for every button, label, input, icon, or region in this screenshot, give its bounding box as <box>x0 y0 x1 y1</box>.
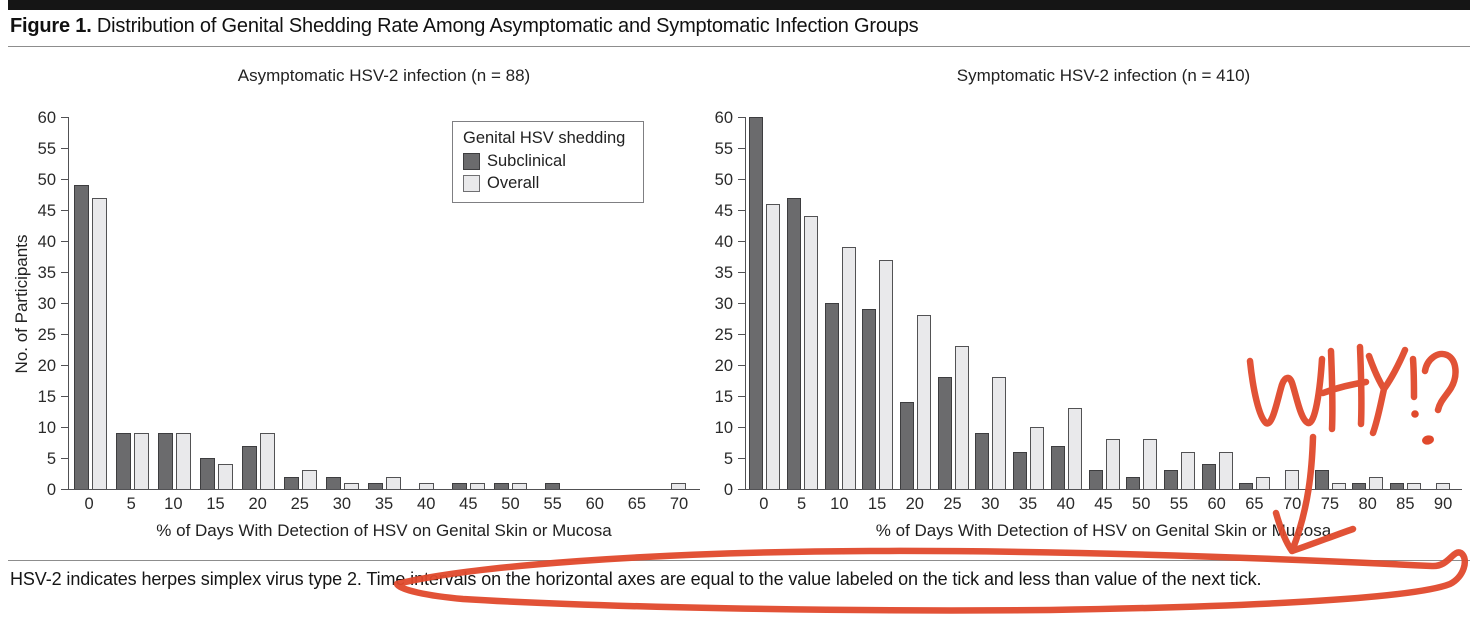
y-tick-mark <box>61 148 69 149</box>
bar-subclinical <box>862 309 876 489</box>
bar-overall <box>1436 483 1450 489</box>
bar-subclinical <box>1239 483 1253 489</box>
y-tick-mark <box>61 210 69 211</box>
y-tick-mark <box>61 365 69 366</box>
y-tick-label: 15 <box>714 388 733 406</box>
bar-group-20 <box>897 118 935 489</box>
bar-overall <box>344 483 359 489</box>
y-tick-mark <box>61 427 69 428</box>
bar-subclinical <box>1164 470 1178 489</box>
bar-subclinical <box>1126 477 1140 489</box>
bar-subclinical <box>368 483 383 489</box>
y-tick-label: 25 <box>714 326 733 344</box>
bar-overall <box>766 204 780 489</box>
x-tick-label: 70 <box>669 495 689 513</box>
bar-group-75 <box>1311 118 1349 489</box>
bar-subclinical <box>749 117 763 489</box>
bar-subclinical <box>326 477 341 489</box>
legend-item-subclinical <box>463 152 633 171</box>
bar-overall <box>804 216 818 489</box>
y-tick-label: 0 <box>46 481 56 499</box>
bar-overall <box>955 346 969 489</box>
bar-overall <box>176 433 191 489</box>
bar-groups <box>746 118 1462 489</box>
y-tick-mark <box>738 458 746 459</box>
figure-title <box>10 15 918 38</box>
bar-subclinical <box>1013 452 1027 489</box>
x-tick-label: 20 <box>905 495 924 513</box>
y-tick-mark <box>61 272 69 273</box>
y-tick-mark <box>738 334 746 335</box>
bar-overall <box>1106 439 1120 489</box>
y-tick-label: 5 <box>723 450 733 468</box>
legend-item-overall <box>463 174 633 193</box>
x-tick-label: 85 <box>1396 495 1415 513</box>
bar-subclinical <box>900 402 914 489</box>
bar-overall <box>1369 477 1383 489</box>
bar-overall <box>470 483 485 489</box>
x-tick-label: 60 <box>585 495 604 513</box>
y-tick-mark <box>61 489 69 490</box>
bar-group-0 <box>69 118 111 489</box>
chart-title-symptomatic: Symptomatic HSV-2 infection (n = 410) <box>956 66 1251 85</box>
x-tick-label: 45 <box>459 495 478 513</box>
y-tick-label: 10 <box>714 419 733 437</box>
y-tick-label: 50 <box>714 171 733 189</box>
bar-subclinical <box>1315 470 1329 489</box>
y-tick-label: 20 <box>714 357 733 375</box>
y-tick-mark <box>738 210 746 211</box>
x-tick-label: 30 <box>332 495 352 513</box>
y-tick-label: 10 <box>37 419 56 437</box>
legend-label-overall: Overall <box>487 174 540 192</box>
y-tick-label: 0 <box>723 481 733 499</box>
bar-group-15 <box>195 118 237 489</box>
y-tick-label: 60 <box>37 109 56 127</box>
bar-group-40 <box>1048 118 1086 489</box>
bar-group-25 <box>934 118 972 489</box>
bar-overall <box>1143 439 1157 489</box>
bar-subclinical <box>284 477 299 489</box>
y-axis-label: No. of Participants <box>12 234 31 374</box>
bar-subclinical <box>1051 446 1065 489</box>
bar-subclinical <box>116 433 131 489</box>
legend-title: Genital HSV shedding <box>463 129 626 147</box>
y-tick-label: 20 <box>37 357 56 375</box>
y-tick-mark <box>61 179 69 180</box>
bar-group-65 <box>1236 118 1274 489</box>
bar-overall <box>1332 483 1346 489</box>
x-tick-label: 15 <box>206 495 225 513</box>
legend-label-subclinical: Subclinical <box>487 152 566 170</box>
bar-overall <box>842 247 856 489</box>
y-tick-label: 55 <box>37 140 56 158</box>
y-tick-label: 55 <box>714 140 733 158</box>
x-tick-label: 35 <box>1018 495 1038 513</box>
y-tick-label: 50 <box>37 171 56 189</box>
bar-overall <box>260 433 275 489</box>
bar-group-50 <box>1123 118 1161 489</box>
y-tick-mark <box>61 117 69 118</box>
y-tick-mark <box>61 458 69 459</box>
y-tick-label: 35 <box>714 264 733 282</box>
top-black-bar <box>8 0 1470 10</box>
title-divider <box>8 46 1470 47</box>
bar-group-55 <box>1161 118 1199 489</box>
legend-swatch-subclinical <box>463 153 480 170</box>
chart-title-asymptomatic: Asymptomatic HSV-2 infection (n = 88) <box>237 66 531 85</box>
y-tick-mark <box>738 427 746 428</box>
bar-group-0 <box>746 118 784 489</box>
x-axis-label-asymptomatic: % of Days With Detection of HSV on Genital Skin or Mucosa <box>156 521 612 540</box>
bar-overall <box>1181 452 1195 489</box>
bar-group-30 <box>321 118 363 489</box>
y-tick-label: 40 <box>37 233 56 251</box>
y-tick-label: 45 <box>714 202 733 220</box>
x-tick-label: 5 <box>126 495 136 513</box>
x-tick-label: 60 <box>1207 495 1226 513</box>
bar-group-70 <box>658 118 700 489</box>
bar-subclinical <box>452 483 467 489</box>
x-axis-ticks-asymptomatic <box>68 495 700 514</box>
x-tick-label: 65 <box>1245 495 1264 513</box>
bar-group-70 <box>1274 118 1312 489</box>
x-tick-label: 65 <box>627 495 647 513</box>
bar-subclinical <box>1089 470 1103 489</box>
bar-overall <box>992 377 1006 489</box>
x-tick-label: 0 <box>84 495 94 513</box>
legend-box <box>452 121 644 203</box>
figure-label: Figure 1. <box>10 15 92 37</box>
x-tick-label: 40 <box>417 495 436 513</box>
bar-group-10 <box>821 118 859 489</box>
bar-overall <box>419 483 434 489</box>
figure-title-text: Distribution of Genital Shedding Rate Among Asymptomatic and Symptomatic Infection Groups <box>96 15 919 37</box>
bar-overall <box>386 477 401 489</box>
y-tick-mark <box>738 117 746 118</box>
bar-overall <box>92 198 107 489</box>
bar-group-80 <box>1349 118 1387 489</box>
x-tick-label: 5 <box>797 495 807 513</box>
y-tick-mark <box>61 303 69 304</box>
bar-group-35 <box>1010 118 1048 489</box>
y-tick-mark <box>738 148 746 149</box>
bar-overall <box>1219 452 1233 489</box>
bar-group-60 <box>1198 118 1236 489</box>
bar-overall <box>134 433 149 489</box>
plot-area-symptomatic <box>714 109 1462 499</box>
y-tick-mark <box>738 241 746 242</box>
bar-subclinical <box>787 198 801 489</box>
y-tick-mark <box>738 365 746 366</box>
bar-subclinical <box>1202 464 1216 489</box>
bar-overall <box>512 483 527 489</box>
x-tick-label: 35 <box>374 495 394 513</box>
bar-overall <box>879 260 893 489</box>
bar-overall <box>917 315 931 489</box>
bar-overall <box>302 470 317 489</box>
bar-group-40 <box>406 118 448 489</box>
y-tick-label: 35 <box>37 264 56 282</box>
x-tick-label: 25 <box>290 495 309 513</box>
legend-swatch-overall <box>463 175 480 192</box>
y-tick-label: 5 <box>46 450 56 468</box>
footnote-text: HSV-2 indicates herpes simplex virus type 2. Time intervals on the horizontal axes are equal to the value labeled on the tick and less than value of the next tick. <box>10 569 1262 589</box>
bar-overall <box>671 483 686 489</box>
bar-subclinical <box>825 303 839 489</box>
x-tick-label: 90 <box>1433 495 1453 513</box>
bar-overall <box>1407 483 1421 489</box>
x-tick-label: 55 <box>543 495 562 513</box>
bar-group-45 <box>1085 118 1123 489</box>
x-tick-label: 10 <box>830 495 849 513</box>
footnote-divider <box>8 560 1470 561</box>
y-tick-mark <box>738 179 746 180</box>
bar-subclinical <box>1352 483 1366 489</box>
y-tick-mark <box>61 396 69 397</box>
bar-subclinical <box>200 458 215 489</box>
bar-overall <box>1068 408 1082 489</box>
x-tick-label: 50 <box>501 495 520 513</box>
bar-group-5 <box>784 118 822 489</box>
bar-overall <box>1256 477 1270 489</box>
bar-group-85 <box>1387 118 1425 489</box>
y-tick-label: 40 <box>714 233 733 251</box>
y-tick-label: 15 <box>37 388 56 406</box>
x-tick-label: 0 <box>759 495 769 513</box>
bar-subclinical <box>975 433 989 489</box>
x-tick-label: 20 <box>248 495 267 513</box>
x-tick-label: 30 <box>981 495 1000 513</box>
y-tick-label: 45 <box>37 202 56 220</box>
bar-subclinical <box>158 433 173 489</box>
y-tick-mark <box>738 396 746 397</box>
x-tick-label: 10 <box>164 495 183 513</box>
x-tick-label: 55 <box>1169 495 1189 513</box>
x-tick-label: 75 <box>1320 495 1340 513</box>
bar-group-25 <box>279 118 321 489</box>
y-tick-mark <box>738 489 746 490</box>
x-axis-label-symptomatic: % of Days With Detection of HSV on Genital Skin or Mucosa <box>875 521 1332 540</box>
y-tick-label: 25 <box>37 326 56 344</box>
y-tick-label: 30 <box>714 295 733 313</box>
bar-subclinical <box>938 377 952 489</box>
bar-overall <box>218 464 233 489</box>
x-tick-label: 15 <box>867 495 887 513</box>
bar-subclinical <box>242 446 257 489</box>
bar-subclinical <box>494 483 509 489</box>
x-axis-ticks-symptomatic <box>745 495 1462 514</box>
bar-subclinical <box>1390 483 1404 489</box>
bar-group-10 <box>153 118 195 489</box>
bar-group-15 <box>859 118 897 489</box>
x-tick-label: 70 <box>1282 495 1302 513</box>
bar-group-35 <box>363 118 405 489</box>
y-tick-mark <box>738 272 746 273</box>
x-tick-label: 25 <box>943 495 962 513</box>
y-tick-mark <box>61 334 69 335</box>
bar-group-20 <box>237 118 279 489</box>
bar-overall <box>1030 427 1044 489</box>
bar-overall <box>1285 470 1299 489</box>
bar-group-90 <box>1424 118 1462 489</box>
y-tick-mark <box>61 241 69 242</box>
x-tick-label: 40 <box>1056 495 1075 513</box>
bar-group-30 <box>972 118 1010 489</box>
bar-group-5 <box>111 118 153 489</box>
x-tick-label: 80 <box>1358 495 1377 513</box>
bar-subclinical <box>74 185 89 489</box>
y-tick-label: 30 <box>37 295 56 313</box>
bar-subclinical <box>545 483 560 489</box>
y-tick-label: 60 <box>714 109 733 127</box>
x-tick-label: 45 <box>1094 495 1113 513</box>
y-tick-mark <box>738 303 746 304</box>
x-tick-label: 50 <box>1132 495 1151 513</box>
